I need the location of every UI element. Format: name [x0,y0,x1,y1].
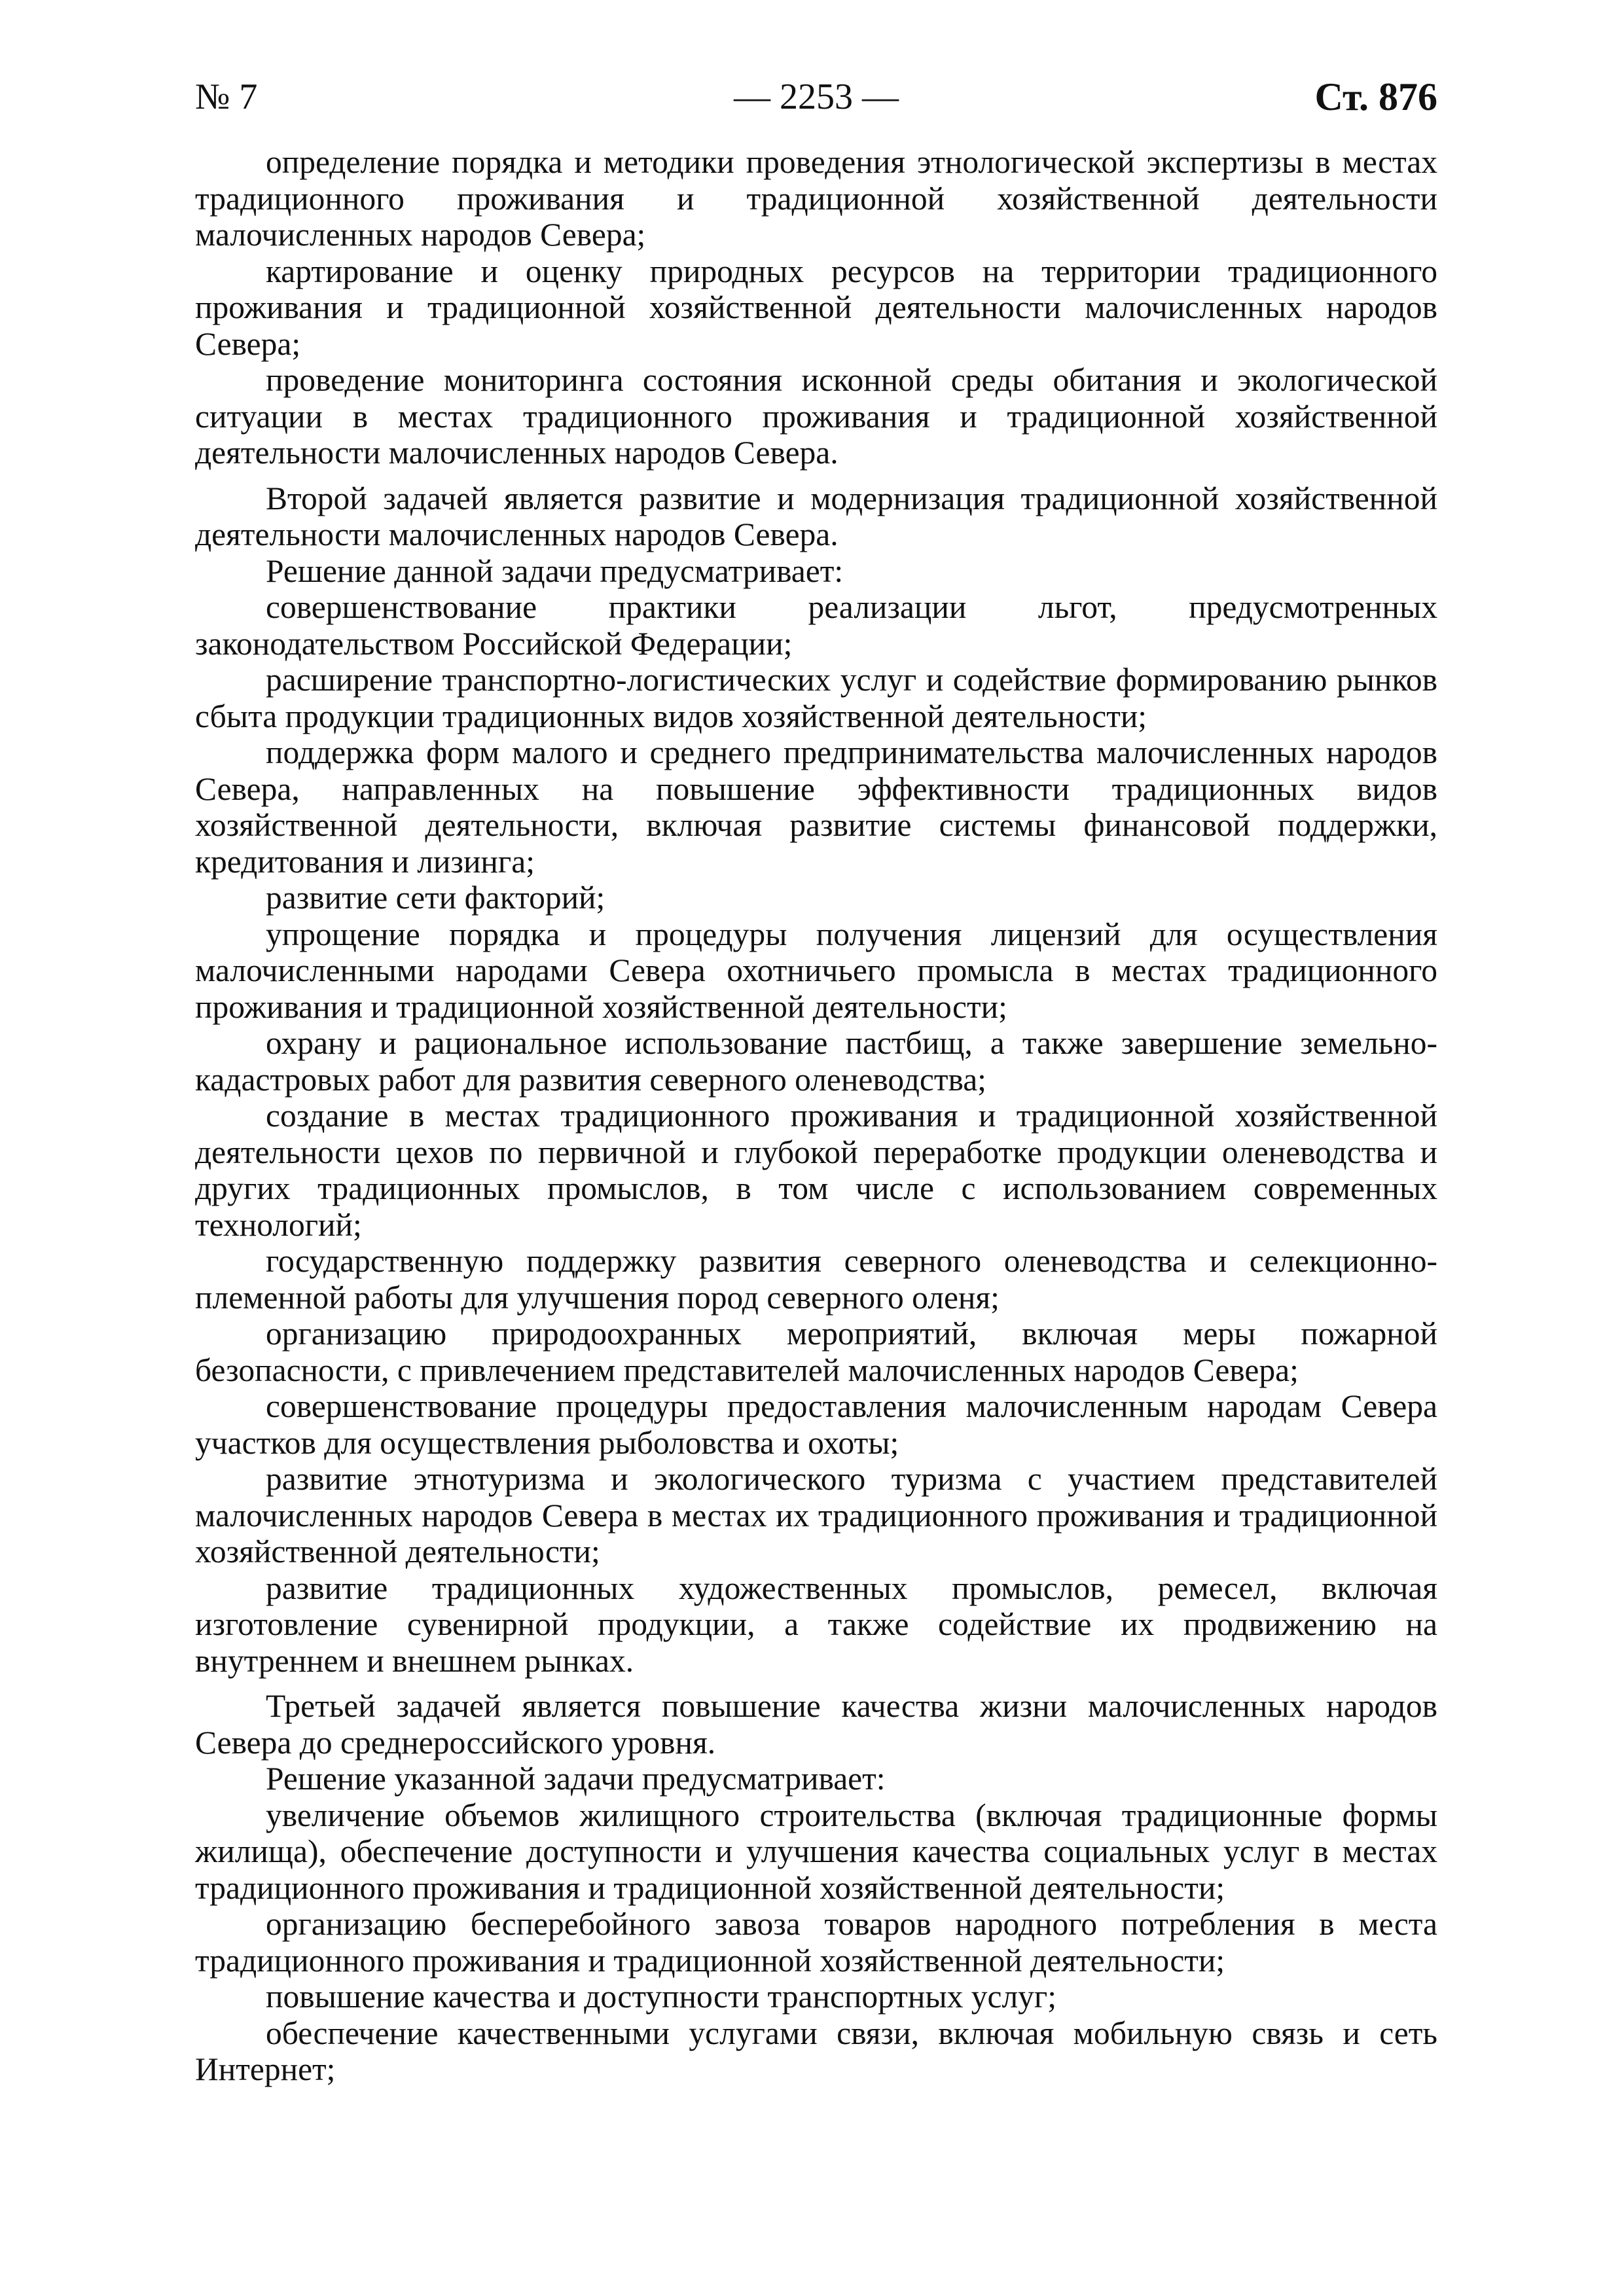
page-header [195,71,1437,123]
paragraph: Второй задачей является развитие и модернизация традиционной хозяйственной деятельности малочисленных народов Севера. [195,480,1437,552]
paragraph: организацию природоохранных мероприятий, включая меры пожарной безопасности, с привлечением представителей малочисленных народов Севера; [195,1316,1437,1388]
paragraph: государственную поддержку развития северного оленеводства и селекционно-племенной работы для улучшения пород северного оленя; [195,1243,1437,1316]
paragraph: Решение данной задачи предусматривает: [266,552,844,589]
paragraph: увеличение объемов жилищного строительства (включая традиционные формы жилища), обеспечение доступности и улучшения качества социальных услуг в местах традиционного проживания и традиционной хозяйственной деятельности; [195,1797,1437,1906]
paragraph: упрощение порядка и процедуры получения лицензий для осуществления малочисленными народами Севера охотничьего промысла в местах традиционного проживания и традиционной хозяйственной деятельности; [195,916,1437,1025]
page-number: — 2253 — [734,77,899,117]
paragraph: определение порядка и методики проведения этнологической экспертизы в местах традиционного проживания и традиционной хозяйственной деятельности малочисленных народов Севера; [195,144,1437,253]
paragraph: картирование и оценку природных ресурсов на территории традиционного проживания и традиционной хозяйственной деятельности малочисленных народов Севера; [195,253,1437,362]
paragraph: создание в местах традиционного проживания и традиционной хозяйственной деятельности цехов по первичной и глубокой переработке продукции оленеводства и других традиционных промыслов, в том числе с использованием современных технологий; [195,1098,1437,1243]
paragraph: развитие этнотуризма и экологического туризма с участием представителей малочисленных народов Севера в местах их традиционного проживания и традиционной хозяйственной деятельности; [195,1461,1437,1570]
paragraph: повышение качества и доступности транспортных услуг; [266,1979,1056,2015]
paragraph: Третьей задачей является повышение качества жизни малочисленных народов Севера до среднероссийского уровня. [195,1688,1437,1761]
document-body [195,144,1437,2088]
paragraph: совершенствование практики реализации льгот, предусмотренных законодательством Российской Федерации; [195,589,1437,662]
paragraph: охрану и рациональное использование пастбищ, а также завершение земельно-кадастровых работ для развития северного оленеводства; [195,1025,1437,1098]
paragraph: Решение указанной задачи предусматривает: [266,1761,886,1797]
paragraph: развитие сети факторий; [266,880,605,916]
paragraph: расширение транспортно-логистических услуг и содействие формированию рынков сбыта продукции традиционных видов хозяйственной деятельности; [195,662,1437,734]
paragraph: организацию бесперебойного завоза товаров народного потребления в места традиционного проживания и традиционной хозяйственной деятельности; [195,1906,1437,1979]
paragraph: поддержка форм малого и среднего предпринимательства малочисленных народов Севера, направленных на повышение эффективности традиционных видов хозяйственной деятельности, включая развитие системы финансовой поддержки, кредитования и лизинга; [195,734,1437,880]
paragraph: проведение мониторинга состояния исконной среды обитания и экологической ситуации в местах традиционного проживания и традиционной хозяйственной деятельности малочисленных народов Севера. [195,362,1437,471]
paragraph: обеспечение качественными услугами связи, включая мобильную связь и сеть Интернет; [195,2015,1437,2087]
article-number: Ст. 876 [1314,75,1437,118]
issue-number: № 7 [195,77,258,117]
paragraph: развитие традиционных художественных промыслов, ремесел, включая изготовление сувенирной продукции, а также содействие их продвижению на внутреннем и внешнем рынках. [195,1570,1437,1679]
paragraph: совершенствование процедуры предоставления малочисленным народам Севера участков для осуществления рыболовства и охоты; [195,1388,1437,1461]
